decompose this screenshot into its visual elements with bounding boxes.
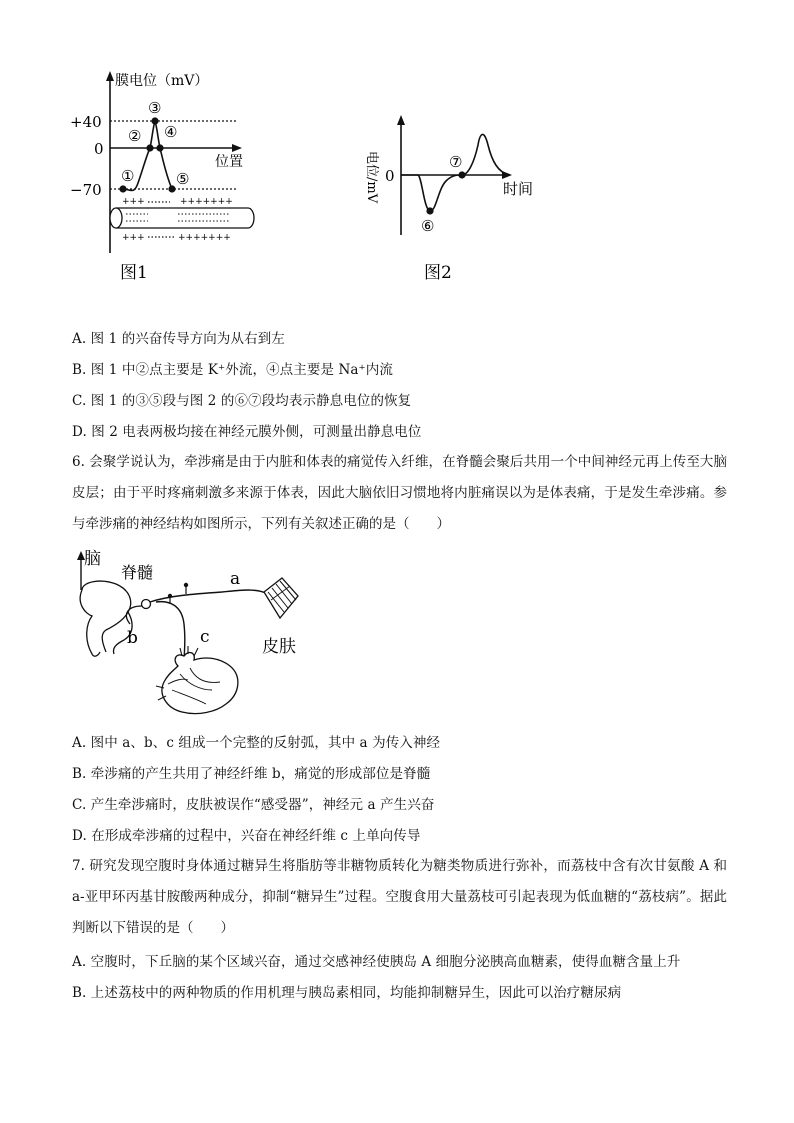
fig2-caption: 图2: [424, 263, 452, 283]
q6-brain-label: 脑: [84, 549, 101, 569]
q6-fiber-a: [150, 590, 268, 602]
fig1-point-5-label: ⑤: [176, 170, 190, 188]
fig1-charges-right-top: +++++++: [180, 197, 233, 207]
q6-spinal-cord-label: 脊髓: [121, 563, 154, 582]
fig1-nerve-fiber: [110, 208, 254, 228]
q6-figure: [72, 544, 312, 724]
fig1-point-2-dot: [146, 144, 153, 151]
fig2-point-6-label: ⑥: [421, 217, 435, 235]
q6-branch-c-knob-dot: [168, 594, 172, 598]
q5-option-a: A. 图 1 的兴奋传导方向为从右到左: [72, 331, 285, 347]
fig1-ylabel: 膜电位（mV）: [115, 73, 209, 89]
fig2-xlabel: 时间: [503, 180, 534, 198]
q6-heart-icon: [156, 646, 238, 714]
q5-option-c: C. 图 1 的③⑤段与图 2 的⑥⑦段均表示静息电位的恢复: [72, 393, 412, 409]
fig1-point-3-label: ③: [148, 99, 162, 117]
q6-label-c: c: [200, 627, 210, 647]
fig2-ylabel: 电位/mV: [364, 151, 379, 204]
q6-skin-block: [264, 578, 298, 618]
q6-fiber-b: [126, 606, 142, 624]
q6-skin-label: 皮肤: [262, 637, 296, 657]
q6-option-b: B. 牵涉痛的产生共用了神经纤维 b，痛觉的形成部位是脊髓: [72, 766, 431, 782]
q6-left-curve: [80, 590, 100, 656]
q7-option-a: A. 空腹时，下丘脑的某个区域兴奋，通过交感神经使胰岛 A 细胞分泌胰高血糖素，使得血糖含量上升: [72, 954, 681, 970]
fig1-point-3-dot: [151, 117, 158, 124]
fig1-y-arrow: [106, 71, 114, 81]
q7-stem: 7. 研究发现空腹时身体通过糖异生将脂肪等非糖物质转化为糖类物质进行弥补，而荔枝中含有次甘氨酸 A 和 a-亚甲环丙基甘胺酸两种成分，抑制“糖异生”过程。空腹食用大量荔枝可引起表现为低血糖的“荔枝病”。据此判断以下错误的是（ ）: [72, 858, 727, 936]
fig1-x-arrow: [232, 144, 242, 152]
q5-option-d: D. 图 2 电表两极均接在神经元膜外侧，可测量出静息电位: [72, 424, 422, 440]
fig1-point-1-label: ①: [121, 167, 135, 185]
figure-1: [60, 65, 270, 290]
fig2-zero: 0: [385, 167, 395, 185]
q6-option-a: A. 图中 a、b、c 组成一个完整的反射弧，其中 a 为传入神经: [72, 735, 441, 751]
fig1-charges-left-bottom: +++: [122, 233, 145, 243]
fig1-tick-zero: 0: [94, 140, 104, 158]
q6-neuron-body: [142, 600, 151, 609]
fig1-point-2-label: ②: [128, 127, 142, 145]
q6-label-b: b: [127, 628, 138, 648]
fig1-point-4-label: ④: [164, 123, 178, 141]
q6-stem: 6. 会聚学说认为，牵涉痛是由于内脏和体表的痛觉传入纤维，在脊髓会聚后共用一个中间神经元再上传至大脑皮层；由于平时疼痛刺激多来源于体表，因此大脑依旧习惯地将内脏痛误以为是体表痛，于是发生牵涉痛。参与牵涉痛的神经结构如图所示，下列有关叙述正确的是（ ）: [72, 454, 727, 532]
q7-option-b: B. 上述荔枝中的两种物质的作用机理与胰岛素相同，均能抑制糖异生，因此可以治疗糖尿病: [72, 985, 622, 1001]
q6-spinal-cord-outline: [82, 581, 132, 654]
fig1-tick-plus40: +40: [70, 113, 102, 131]
fig2-point-7-dot: [458, 171, 465, 178]
q6-option-c: C. 产生牵涉痛时，皮肤被误作“感受器”，神经元 a 产生兴奋: [72, 797, 435, 813]
q5-option-b: B. 图 1 中②点主要是 K⁺外流，④点主要是 Na⁺内流: [72, 362, 393, 378]
fig1-caption: 图1: [120, 263, 148, 283]
fig1-xlabel: 位置: [215, 154, 243, 170]
figure-2: [360, 105, 560, 290]
fig2-point-7-label: ⑦: [449, 153, 463, 171]
q6-label-a: a: [230, 569, 241, 589]
fig2-y-arrow: [397, 115, 405, 125]
fig1-charges-left-top: +++: [122, 197, 145, 207]
fig2-potential-curve: [401, 134, 510, 211]
q6-option-d: D. 在形成牵涉痛的过程中，兴奋在神经纤维 c 上单向传导: [72, 828, 421, 844]
fig1-point-4-dot: [156, 144, 163, 151]
fig1-tick-minus70: −70: [70, 181, 102, 199]
q6-branch-a-knob-dot: [184, 583, 188, 587]
fig1-point-1-dot: [119, 185, 126, 192]
fig2-point-6-dot: [426, 207, 433, 214]
fig1-point-5-dot: [168, 185, 175, 192]
fig1-charges-right-bottom: +++++++: [178, 233, 231, 243]
